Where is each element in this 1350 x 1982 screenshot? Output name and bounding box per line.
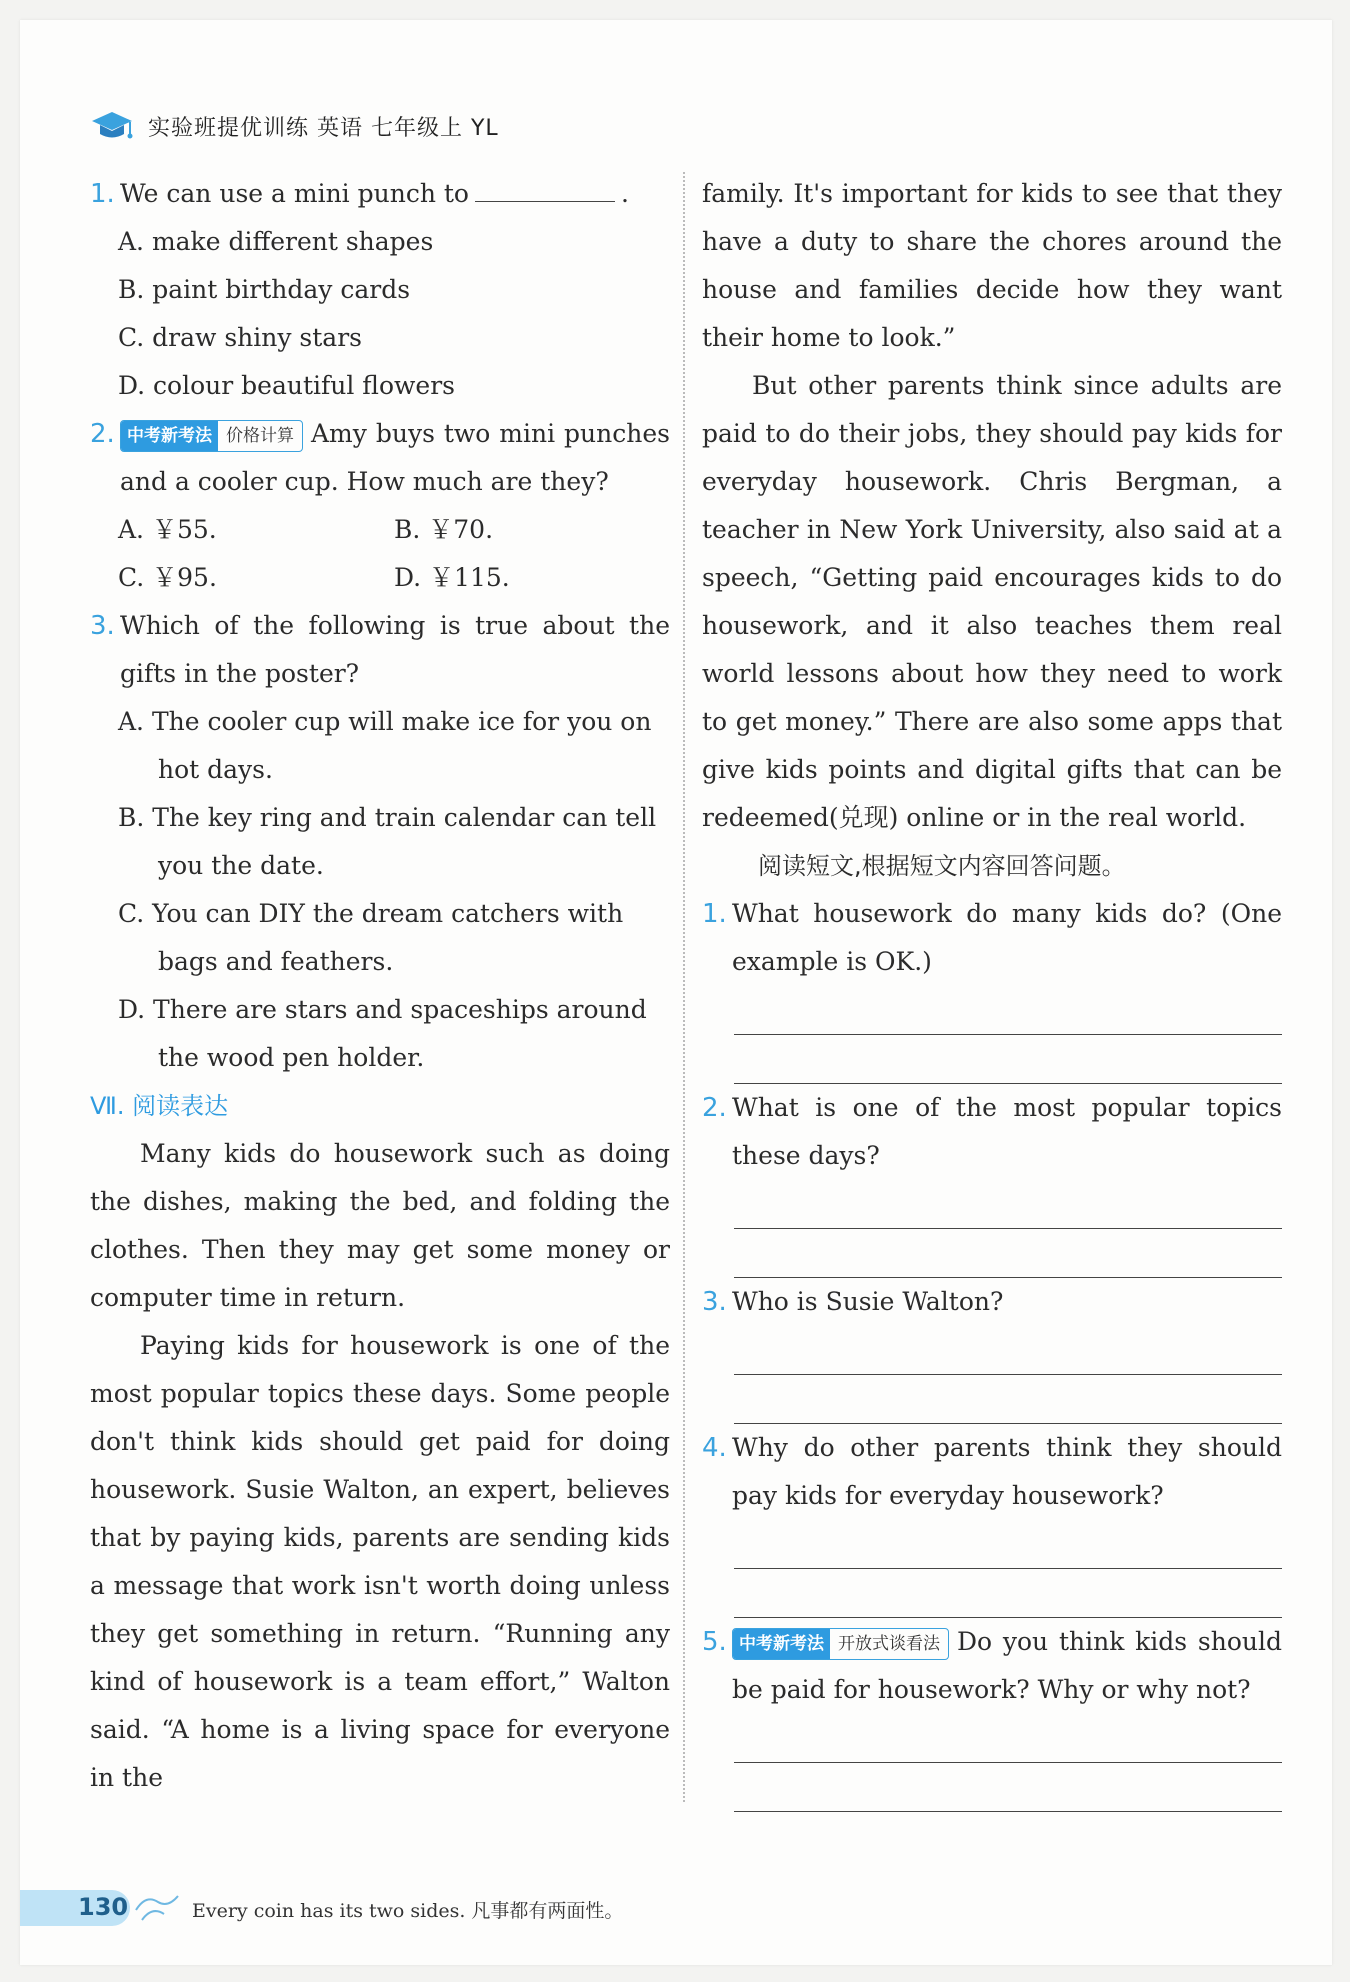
answer-line[interactable]	[734, 986, 1282, 1035]
page-number-tab	[20, 1890, 130, 1926]
answer-line[interactable]	[734, 1569, 1282, 1618]
graduation-cap-icon	[90, 108, 134, 144]
answer-line[interactable]	[734, 1326, 1282, 1375]
question-number: 4.	[702, 1433, 727, 1463]
question-2	[702, 1084, 1282, 1180]
option-c: C. draw shiny stars	[118, 323, 362, 352]
option-a: A. make different shapes	[118, 227, 434, 256]
passage-paragraph-1: Many kids do housework such as doing the dishes, making the bed, and folding the clothes. Then they may get some money or computer time in return.	[90, 1139, 670, 1312]
question-number: 1.	[90, 179, 115, 209]
answer-blank[interactable]	[475, 171, 615, 202]
question-stem: Amy buys two mini punches and a cooler cup. How much are they?	[120, 419, 670, 496]
option-b: B. ￥70.	[394, 515, 494, 544]
book-title: 实验班提优训练 英语 七年级上 YL	[148, 115, 499, 141]
header	[90, 108, 499, 144]
question-stem-end: .	[620, 179, 629, 208]
passage-paragraph-3: But other parents think since adults are paid to do their jobs, they should pay kids for everyday housework. Chris Bergman, a teacher in New York University, also said at a speech, “Getting paid encourages kids to do housework, and it also teaches them real world lessons about how they need to work to get money.” There are also some apps that give kids points and digital gifts that can be redeemed(兑现) online or in the real world.	[702, 371, 1282, 832]
question-text: What is one of the most popular topics these days?	[732, 1093, 1282, 1170]
question-text: Do you think kids should be paid for housework? Why or why not?	[732, 1627, 1282, 1704]
answer-line[interactable]	[734, 1229, 1282, 1278]
page-number: 130	[78, 1893, 129, 1921]
answer-line[interactable]	[734, 1763, 1282, 1812]
answer-line[interactable]	[734, 1520, 1282, 1569]
column-divider	[683, 172, 685, 1802]
passage-paragraph-2-cont: family. It's important for kids to see that they have a duty to share the chores around the house and families decide how they want their home to look.”	[702, 179, 1282, 352]
question-2	[90, 410, 670, 506]
question-1	[90, 170, 670, 218]
tag-type: 价格计算	[226, 425, 294, 446]
left-column	[90, 170, 670, 1802]
tag-label: 中考新考法	[121, 421, 218, 451]
question-4	[702, 1424, 1282, 1520]
decorative-swirl-icon	[132, 1890, 182, 1926]
tag-type: 开放式谈看法	[838, 1633, 940, 1654]
instruction: 阅读短文,根据短文内容回答问题。	[758, 852, 1126, 880]
answer-line[interactable]	[734, 1375, 1282, 1424]
right-column	[702, 170, 1282, 1812]
question-number: 3.	[90, 611, 115, 641]
question-number: 5.	[702, 1627, 727, 1657]
question-stem: Which of the following is true about the gifts in the poster?	[120, 611, 670, 688]
question-type-tag	[732, 1628, 949, 1660]
option-b: B. paint birthday cards	[118, 275, 411, 304]
option-d: D. There are stars and spaceships around the wood pen holder.	[118, 995, 647, 1072]
question-5	[702, 1618, 1282, 1714]
answer-line[interactable]	[734, 1035, 1282, 1084]
footer-motto: Every coin has its two sides. 凡事都有两面性。	[192, 1900, 624, 1922]
section-heading: Ⅶ. 阅读表达	[90, 1092, 229, 1120]
tag-label: 中考新考法	[733, 1629, 830, 1659]
question-number: 1.	[702, 899, 727, 929]
option-a: A. The cooler cup will make ice for you on hot days.	[118, 707, 652, 784]
question-number: 3.	[702, 1287, 727, 1317]
question-text: What housework do many kids do? (One example is OK.)	[732, 899, 1282, 976]
passage-paragraph-2: Paying kids for housework is one of the most popular topics these days. Some people don't think kids should get paid for doing housework. Susie Walton, an expert, believes that by paying kids, parents are sending kids a message that work isn't worth doing unless they get something in return. “Running any kind of housework is a team effort,” Walton said. “A home is a living space for everyone in the	[90, 1331, 670, 1792]
question-3	[90, 602, 670, 698]
options-row	[90, 554, 670, 602]
answer-line[interactable]	[734, 1180, 1282, 1229]
option-a: A. ￥55.	[118, 515, 217, 544]
question-text: Why do other parents think they should pay kids for everyday housework?	[732, 1433, 1282, 1510]
question-stem: We can use a mini punch to	[120, 179, 469, 208]
option-d: D. colour beautiful flowers	[118, 371, 455, 400]
question-type-tag	[120, 420, 303, 452]
option-d: D. ￥115.	[394, 563, 510, 592]
footer	[20, 1890, 1320, 1940]
question-3	[702, 1278, 1282, 1326]
question-number: 2.	[702, 1093, 727, 1123]
option-c: C. You can DIY the dream catchers with bags and feathers.	[118, 899, 624, 976]
answer-line[interactable]	[734, 1714, 1282, 1763]
option-c: C. ￥95.	[118, 563, 217, 592]
options-row	[90, 506, 670, 554]
question-1	[702, 890, 1282, 986]
option-b: B. The key ring and train calendar can tell you the date.	[118, 803, 657, 880]
question-number: 2.	[90, 419, 115, 449]
page	[20, 20, 1332, 1965]
question-text: Who is Susie Walton?	[732, 1287, 1004, 1316]
